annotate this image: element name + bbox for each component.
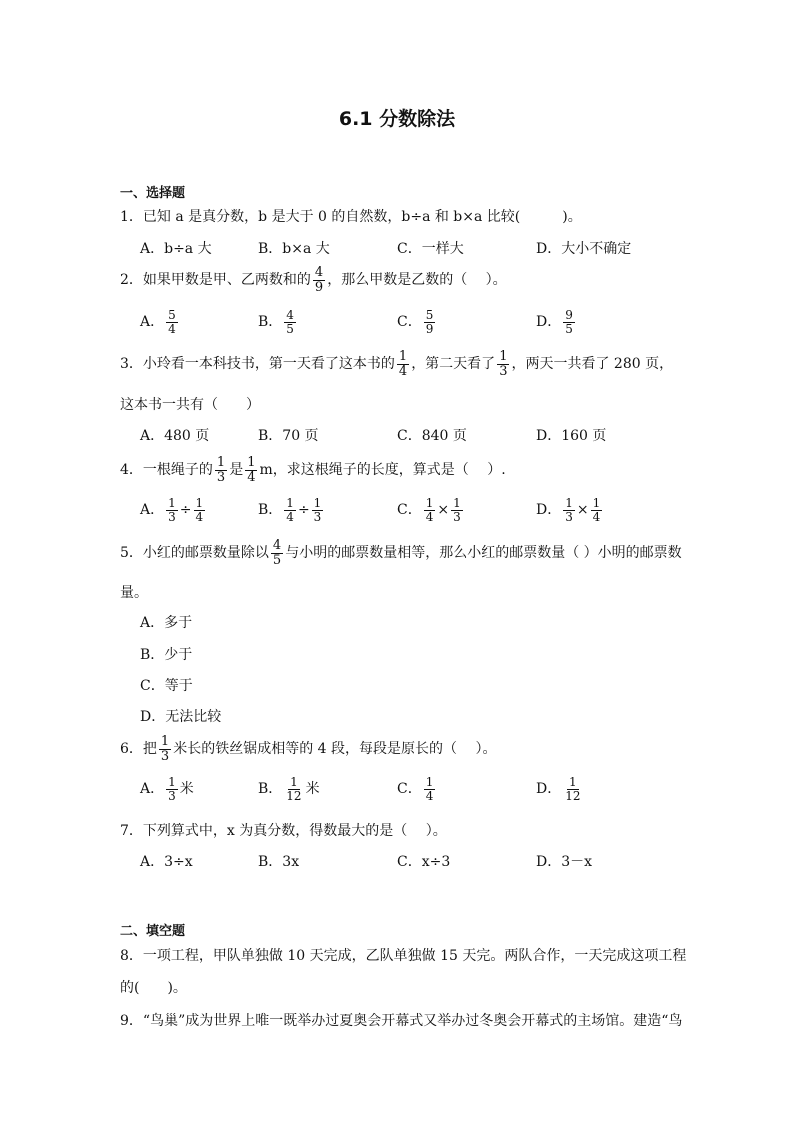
question-5-line-2: 量。: [120, 585, 148, 601]
q5-option-b[interactable]: B．少于: [140, 647, 193, 663]
q4-option-c[interactable]: C． $\frac{1}{4}$ × $\frac{1}{3}$: [397, 496, 461, 524]
q4-option-d[interactable]: D． $\frac{1}{3}$ × $\frac{1}{4}$: [536, 496, 601, 524]
q4-option-a[interactable]: A． $\frac{1}{3}$ ÷ $\frac{1}{4}$: [140, 496, 204, 524]
q6-option-d[interactable]: D． $\frac{1}{12}$: [536, 775, 581, 803]
q7-option-b[interactable]: B．3x: [258, 854, 300, 870]
question-3-line-2: 这本书一共有（ ）: [120, 397, 260, 413]
q3-option-a[interactable]: A．480 页: [140, 428, 210, 444]
q1-option-b[interactable]: B．b×a 大: [258, 241, 330, 257]
q3-option-b[interactable]: B．70 页: [258, 428, 319, 444]
q7-option-c[interactable]: C．x÷3: [397, 854, 451, 870]
q1-option-d[interactable]: D．大小不确定: [536, 241, 632, 257]
section-choice-heading: 一、选择题: [120, 186, 186, 201]
q7-option-a[interactable]: A．3÷x: [140, 854, 193, 870]
page-title: 6.1 分数除法: [338, 108, 456, 130]
question-8: 8．一项工程，甲队单独做 10 天完成，乙队单独做 15 天完。两队合作，一天完成这项工程: [120, 948, 687, 964]
question-7: 7．下列算式中，x 为真分数，得数最大的是（ ）。: [120, 823, 447, 839]
q5-option-c[interactable]: C．等于: [140, 678, 193, 694]
question-3: 3．小玲看一本科技书，第一天看了这本书的 $\frac{1}{4}$ ，第二天看了 $\frac{1}{3}$ ，两天一共看了 280 页，: [120, 349, 674, 379]
q7-option-d[interactable]: D．3－x: [536, 854, 593, 870]
q6-option-b[interactable]: B． $\frac{1}{12}$ 米: [258, 775, 320, 803]
question-9: 9．“鸟巢”成为世界上唯一既举办过夏奥会开幕式又举办过冬奥会开幕式的主场馆。建造“鸟: [120, 1013, 683, 1029]
q3-option-c[interactable]: C．840 页: [397, 428, 467, 444]
q3-option-d[interactable]: D．160 页: [536, 428, 607, 444]
question-2-options: [140, 308, 700, 336]
question-6: 6．把 $\frac{1}{3}$ 米长的铁丝锯成相等的 4 段，每段是原长的（ ）。: [120, 734, 497, 764]
q2-option-d[interactable]: D． $\frac{9}{5}$: [536, 308, 573, 336]
section-fill-heading: 二、填空题: [120, 924, 186, 939]
q5-option-d[interactable]: D．无法比较: [140, 709, 222, 725]
question-1-options: [140, 238, 700, 262]
q2-option-a[interactable]: A． $\frac{5}{4}$: [140, 308, 176, 336]
question-1: 1．已知 a 是真分数，b 是大于 0 的自然数，b÷a 和 b×a 比较( )。: [120, 209, 582, 225]
q5-option-a[interactable]: A．多于: [140, 615, 193, 631]
question-7-options: [140, 851, 700, 875]
question-8-line-2: 的( )。: [120, 980, 187, 996]
question-4-options: [140, 496, 700, 524]
q2-option-b[interactable]: B． $\frac{4}{5}$: [258, 308, 294, 336]
question-4: 4．一根绳子的 $\frac{1}{3}$ 是 $\frac{1}{4}$ m，求这根绳子的长度，算式是（ ）.: [120, 455, 506, 485]
q6-option-c[interactable]: C． $\frac{1}{4}$: [397, 775, 434, 803]
question-3-options: [140, 425, 700, 449]
q2-option-c[interactable]: C． $\frac{5}{9}$: [397, 308, 434, 336]
q4-option-b[interactable]: B． $\frac{1}{4}$ ÷ $\frac{1}{3}$: [258, 496, 322, 524]
question-6-options: [140, 775, 700, 803]
q6-option-a[interactable]: A． $\frac{1}{3}$ 米: [140, 775, 194, 803]
question-5: 5．小红的邮票数量除以 $\frac{4}{5}$ 与小明的邮票数量相等，那么小红的邮票数量（ ）小明的邮票数: [120, 538, 682, 568]
fraction: $\frac{4}{9}$: [314, 265, 324, 295]
q1-option-c[interactable]: C．一样大: [397, 241, 464, 257]
q1-option-a[interactable]: A．b÷a 大: [140, 241, 212, 257]
question-2: 2．如果甲数是甲、乙两数和的 $\frac{4}{9}$ ，那么甲数是乙数的（ ）。: [120, 265, 507, 295]
